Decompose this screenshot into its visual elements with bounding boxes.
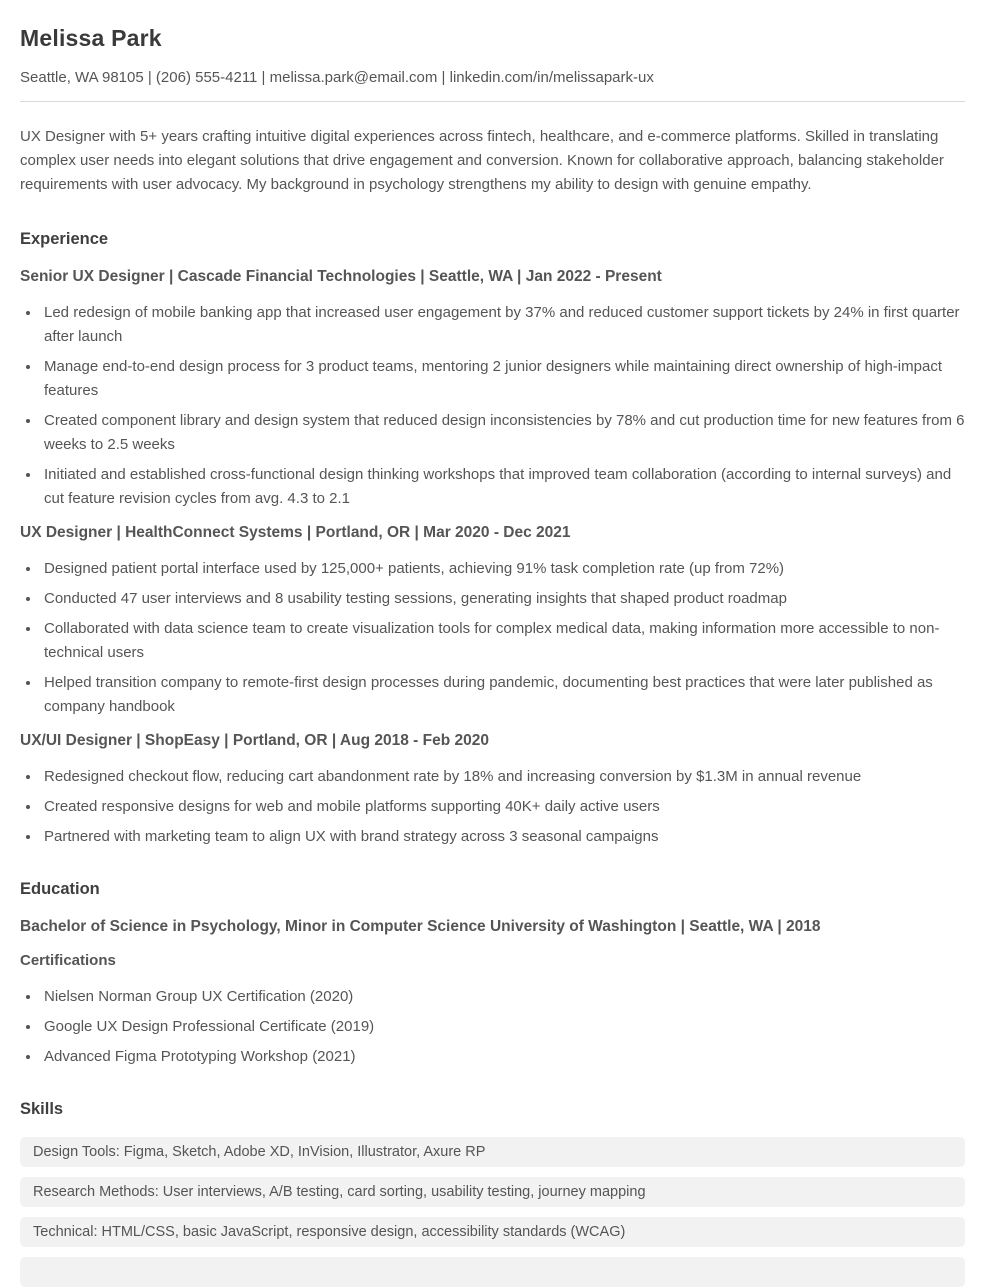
degree-title: Bachelor of Science in Psychology, Minor in Computer Science University of Washington | Seattle, WA | 2018 <box>20 918 821 936</box>
bullet-item: • Redesigned checkout flow, reducing cart abandonment rate by 18% and increasing conversion by $1.3M in annual revenue <box>41 765 965 789</box>
job-title-1: Senior UX Designer | Cascade Financial Technologies | Seattle, WA | Jan 2022 - Present <box>20 268 662 286</box>
education-heading: Education <box>20 880 100 899</box>
job-1-bullet-list <box>20 301 965 511</box>
bullet-item: • Designed patient portal interface used by 125,000+ patients, achieving 91% task completion rate (up from 72%) <box>41 557 965 581</box>
education-section <box>20 879 965 1069</box>
bullet-item: • Led redesign of mobile banking app that increased user engagement by 37% and reduced customer support tickets by 24% in first quarter after launch <box>41 301 965 349</box>
certification-item: • Nielsen Norman Group UX Certification (2020) <box>41 985 965 1009</box>
bullet-item: • Created responsive designs for web and mobile platforms supporting 40K+ daily active users <box>41 795 965 819</box>
skills-list <box>20 1137 965 1287</box>
certification-item: • Advanced Figma Prototyping Workshop (2021) <box>41 1045 965 1069</box>
skill-pill-research-methods: Research Methods: User interviews, A/B testing, card sorting, usability testing, journey mapping <box>20 1177 965 1207</box>
bullet-item: • Collaborated with data science team to create visualization tools for complex medical data, making information more accessible to non-technical users <box>41 617 965 665</box>
header-divider <box>20 101 965 102</box>
experience-section <box>20 229 965 849</box>
resume-header <box>20 25 965 87</box>
job-title-2: UX Designer | HealthConnect Systems | Portland, OR | Mar 2020 - Dec 2021 <box>20 524 571 542</box>
certifications-heading: Certifications <box>20 952 116 970</box>
skill-pill-design-tools: Design Tools: Figma, Sketch, Adobe XD, InVision, Illustrator, Axure RP <box>20 1137 965 1167</box>
bullet-item: • Initiated and established cross-functional design thinking workshops that improved team collaboration (according to internal surveys) and cut feature revision cycles from avg. 4.3 to 2.1 <box>41 463 965 511</box>
skill-pill-partial <box>20 1257 965 1287</box>
bullet-item: • Partnered with marketing team to align UX with brand strategy across 3 seasonal campaigns <box>41 825 965 849</box>
page-title: Melissa Park <box>20 25 162 51</box>
certifications-list <box>20 985 965 1069</box>
job-3-bullet-list <box>20 765 965 849</box>
certification-item: • Google UX Design Professional Certificate (2019) <box>41 1015 965 1039</box>
bullet-item: • Created component library and design system that reduced design inconsistencies by 78% and cut production time for new features from 6 weeks to 2.5 weeks <box>41 409 965 457</box>
skills-section <box>20 1099 965 1287</box>
bullet-item: • Conducted 47 user interviews and 8 usability testing sessions, generating insights that shaped product roadmap <box>41 587 965 611</box>
skills-heading: Skills <box>20 1100 64 1119</box>
summary-paragraph: UX Designer with 5+ years crafting intuitive digital experiences across fintech, healthcare, and e-commerce platforms. Skilled in translating complex user needs into elegant solutions that drive engagement and conversion. Known for collaborative approach, balancing stakeholder requirements with user advocacy. My background in psychology strengthens my ability to design with genuine empathy. <box>20 128 944 194</box>
job-2-bullet-list <box>20 557 965 719</box>
bullet-item: • Helped transition company to remote-first design processes during pandemic, documenting best practices that were later published as company handbook <box>41 671 965 719</box>
experience-heading: Experience <box>20 230 109 249</box>
bullet-item: • Manage end-to-end design process for 3 product teams, mentoring 2 junior designers while maintaining direct ownership of high-impact features <box>41 355 965 403</box>
contact-line: Seattle, WA 98105 | (206) 555-4211 | melissa.park@email.com | linkedin.com/in/melissapark-ux <box>20 68 654 86</box>
skill-pill-technical: Technical: HTML/CSS, basic JavaScript, responsive design, accessibility standards (WCAG) <box>20 1217 965 1247</box>
job-title-3: UX/UI Designer | ShopEasy | Portland, OR | Aug 2018 - Feb 2020 <box>20 732 489 750</box>
